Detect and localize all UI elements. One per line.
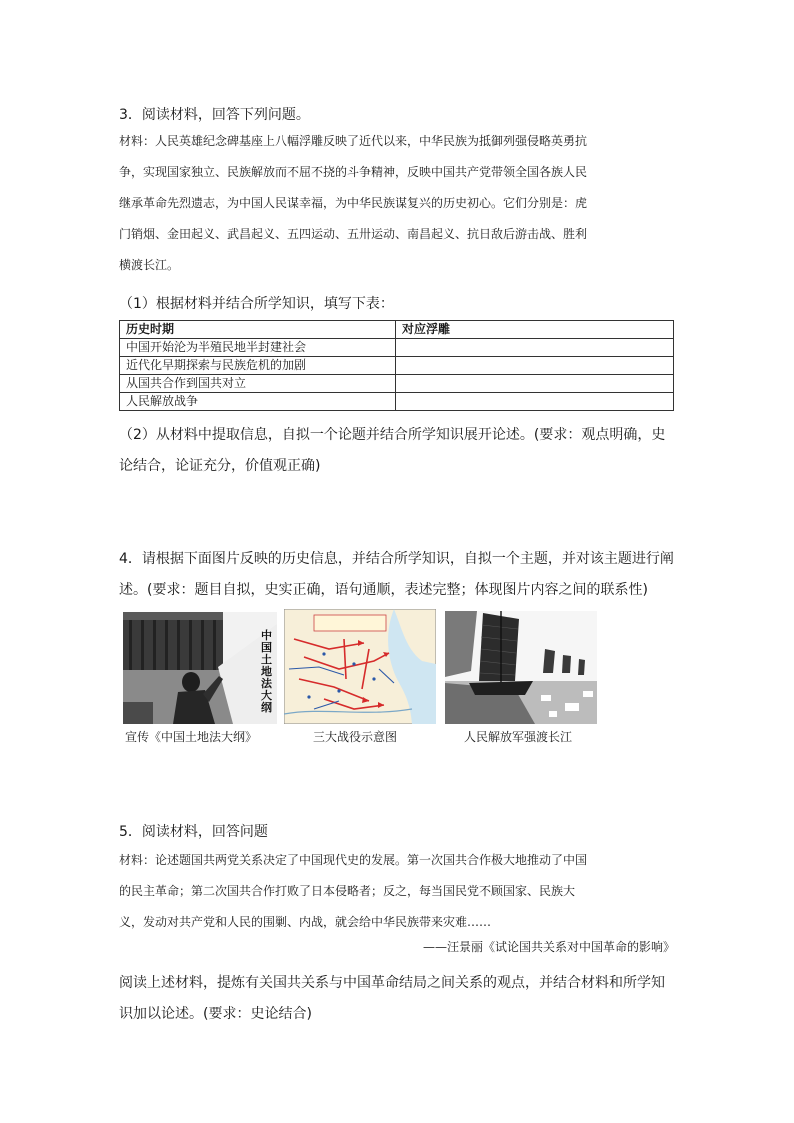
q5-title: 5．阅读材料，回答问题 <box>119 824 268 840</box>
q4-prompt-line: 述。(要求：题目自拟，史实正确，语句通顺，表述完整；体现图片内容之间的联系性) <box>119 582 648 598</box>
q3-material-line: 横渡长江。 <box>119 258 180 272</box>
q4-prompt-line: 4．请根据下面图片反映的历史信息，并结合所学知识，自拟一个主题，并对该主题进行阐 <box>119 551 674 567</box>
poster-text: 中国土地法大纲 <box>261 629 272 714</box>
q5-material <box>119 845 675 938</box>
q3-title: 3．阅读材料，回答下列问题。 <box>119 107 310 123</box>
table-row <box>120 339 674 357</box>
table-cell-answer[interactable] <box>396 375 674 393</box>
q5-question-line: 阅读上述材料，提炼有关国共关系与中国革命结局之间关系的观点，并结合材料和所学知 <box>119 975 665 991</box>
land-law-photo <box>123 612 277 724</box>
q3-sub2-line: （2）从材料中提取信息，自拟一个论题并结合所学知识展开论述。(要求：观点明确，史 <box>119 427 666 443</box>
q3-material-line: 争，实现国家独立、民族解放而不屈不挠的斗争精神，反映中国共产党带领全国各族人民 <box>119 165 588 179</box>
q5-question-line: 识加以论述。(要求：史论结合) <box>119 1006 312 1022</box>
table-cell-answer[interactable] <box>396 393 674 411</box>
table-row <box>120 375 674 393</box>
caption-land-law: 宣传《中国土地法大纲》 <box>125 730 258 744</box>
table-cell-period: 中国开始沦为半殖民地半封建社会 <box>120 339 396 357</box>
q5-material-line: 的民主革命；第二次国共合作打败了日本侵略者；反之，每当国民党不顾国家、民族大 <box>119 884 576 898</box>
q4-prompt <box>119 544 674 606</box>
q3-sub2 <box>119 420 665 482</box>
caption-yangtze: 人民解放军强渡长江 <box>464 730 573 744</box>
table-cell-period: 近代化早期探索与民族危机的加剧 <box>120 357 396 375</box>
table-row <box>120 357 674 375</box>
q3-material-line: 门销烟、金田起义、武昌起义、五四运动、五卅运动、南昌起义、抗日敌后游击战、胜利 <box>119 227 588 241</box>
q3-material-line: 材料：人民英雄纪念碑基座上八幅浮雕反映了近代以来，中华民族为抵御列强侵略英勇抗 <box>119 134 588 148</box>
table-cell-answer[interactable] <box>396 339 674 357</box>
table-cell-period: 从国共合作到国共对立 <box>120 375 396 393</box>
q3-material-line: 继承革命先烈遗志，为中国人民谋幸福，为中华民族谋复兴的历史初心。它们分别是：虎 <box>119 196 588 210</box>
q5-material-line: 材料：论述题国共两党关系决定了中国现代史的发展。第一次国共合作极大地推动了中国 <box>119 853 588 867</box>
table-cell-answer[interactable] <box>396 357 674 375</box>
table-row <box>120 393 674 411</box>
yangtze-photo <box>445 611 597 724</box>
table-header-row <box>120 321 674 339</box>
table-header-period: 历史时期 <box>120 321 396 339</box>
q3-sub1: （1）根据材料并结合所学知识，填写下表： <box>119 296 394 312</box>
table-cell-period: 人民解放战争 <box>120 393 396 411</box>
q5-material-line: 义，发动对共产党和人民的围剿、内战，就会给中华民族带来灾难…… <box>119 915 492 929</box>
caption-battle-map: 三大战役示意图 <box>313 730 398 744</box>
table-header-relief: 对应浮雕 <box>396 321 674 339</box>
q5-citation: ——汪景丽《试论国共关系对中国革命的影响》 <box>422 940 675 954</box>
q5-question <box>119 968 665 1030</box>
q3-material <box>119 126 675 281</box>
q3-sub2-line: 论结合，论证充分，价值观正确) <box>119 458 321 474</box>
history-table <box>119 320 674 411</box>
battle-map <box>284 609 436 724</box>
